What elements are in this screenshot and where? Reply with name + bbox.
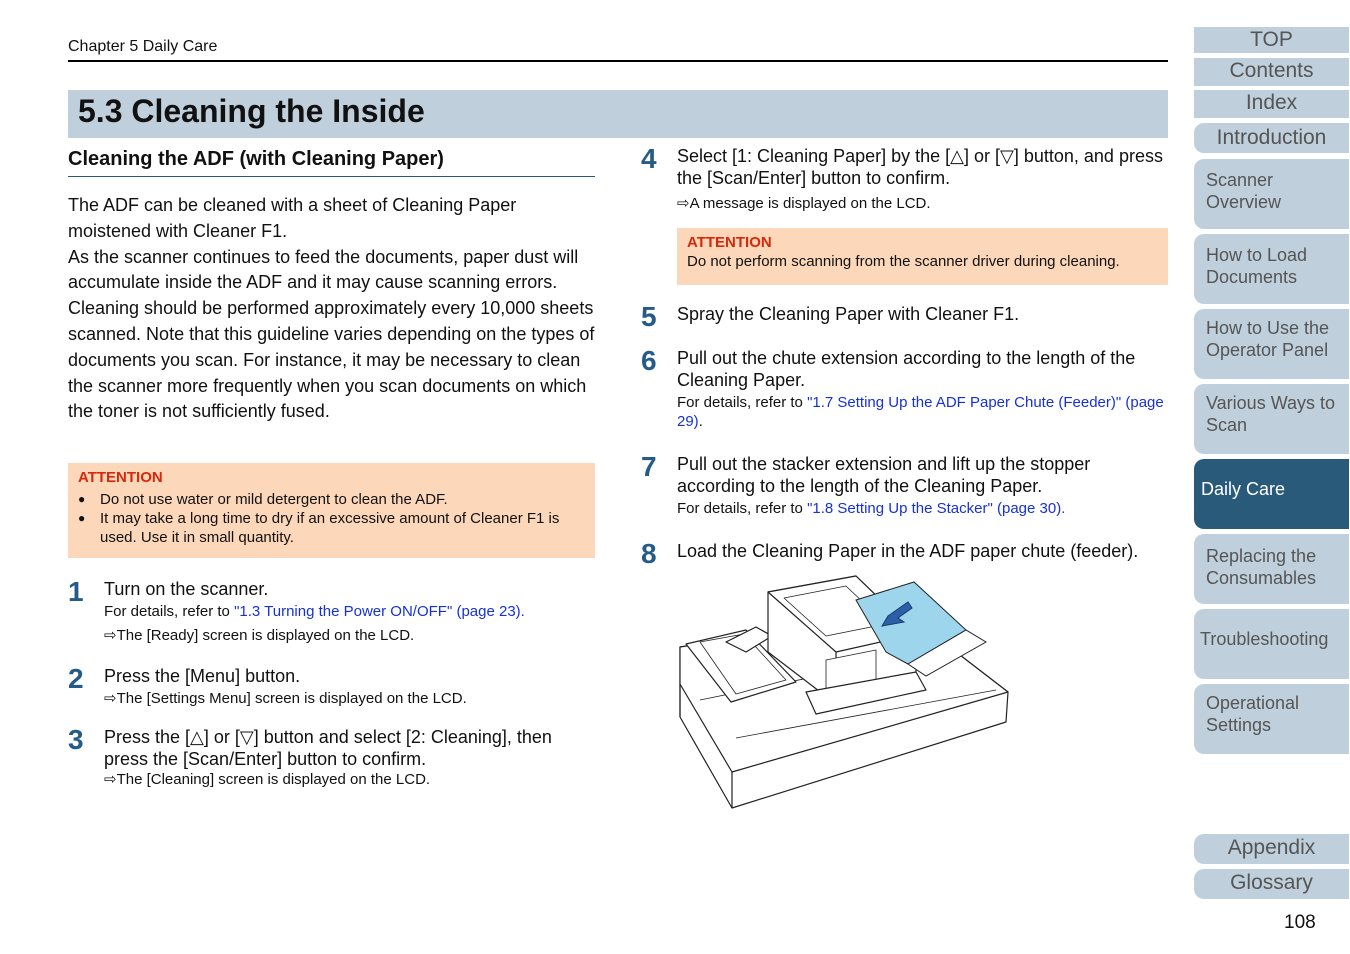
step-text: Press the [Menu] button. bbox=[104, 666, 301, 686]
chapter-header: Chapter 5 Daily Care bbox=[68, 38, 218, 55]
note-prefix: For details, refer to bbox=[677, 394, 808, 411]
step-body bbox=[677, 540, 1168, 562]
step-text: Turn on the scanner. bbox=[104, 579, 269, 599]
header-rule bbox=[68, 60, 1168, 62]
nav-top-button[interactable]: TOP bbox=[1194, 27, 1349, 53]
nav-scanner-overview[interactable]: Scanner Overview bbox=[1194, 159, 1349, 229]
step-note bbox=[677, 499, 1168, 518]
step-number: 8 bbox=[641, 538, 657, 569]
nav-daily-care[interactable]: Daily Care bbox=[1194, 459, 1349, 529]
link-power-on-off[interactable]: "1.3 Turning the Power ON/OFF" (page 23). bbox=[234, 603, 525, 620]
nav-load-documents[interactable]: How to Load Documents bbox=[1194, 234, 1349, 304]
step-text: Spray the Cleaning Paper with Cleaner F1. bbox=[677, 304, 1020, 324]
step-number: 2 bbox=[68, 663, 84, 694]
note-prefix: For details, refer to bbox=[677, 500, 808, 517]
step-body bbox=[677, 303, 1168, 325]
nav-ways-to-scan[interactable]: Various Ways to Scan bbox=[1194, 384, 1349, 454]
page-title: 5.3 Cleaning the Inside bbox=[78, 93, 425, 129]
nav-contents-button[interactable]: Contents bbox=[1194, 58, 1349, 86]
step-text: Load the Cleaning Paper in the ADF paper chute (feeder). bbox=[677, 541, 1139, 561]
step-number: 4 bbox=[641, 143, 657, 174]
nav-operator-panel[interactable]: How to Use the Operator Panel bbox=[1194, 309, 1349, 379]
scanner-illustration bbox=[676, 572, 1012, 812]
nav-replacing-consumables[interactable]: Replacing the Consumables bbox=[1194, 534, 1349, 604]
step-note bbox=[677, 393, 1168, 431]
attention-label: ATTENTION bbox=[78, 469, 163, 486]
step-body bbox=[104, 665, 595, 708]
nav-glossary[interactable]: Glossary bbox=[1194, 869, 1349, 899]
step-result: ⇨The [Cleaning] screen is displayed on the LCD. bbox=[104, 771, 431, 788]
step-result: ⇨The [Settings Menu] screen is displayed on the LCD. bbox=[104, 690, 467, 707]
step-body bbox=[677, 145, 1168, 213]
attention-label: ATTENTION bbox=[687, 234, 772, 251]
intro-paragraph: As the scanner continues to feed the documents, paper dust will accumulate inside the ADF and it may cause scanning errors. bbox=[68, 246, 579, 293]
step-text: Pull out the stacker extension and lift up the stopper according to the length of the Cleaning Paper. bbox=[677, 454, 1091, 496]
attention-list bbox=[78, 490, 585, 547]
intro-text bbox=[68, 193, 595, 425]
step-text: Pull out the chute extension according to the length of the Cleaning Paper. bbox=[677, 348, 1136, 390]
page-number: 108 bbox=[1284, 912, 1316, 933]
intro-paragraph: Cleaning should be performed approximately every 10,000 sheets scanned. Note that this guideline varies depending on the types of documents you scan. For instance, it may be necessary to clean the scanner more frequently when you scan documents on which the toner is not sufficiently fused. bbox=[68, 298, 595, 422]
step-number: 5 bbox=[641, 301, 657, 332]
nav-troubleshooting[interactable]: Troubleshooting bbox=[1194, 609, 1349, 679]
step-number: 1 bbox=[68, 576, 84, 607]
step-body bbox=[677, 347, 1168, 431]
left-column bbox=[68, 148, 595, 425]
attention-item: ● It may take a long time to dry if an excessive amount of Cleaner F1 is used. Use it in small quantity. bbox=[78, 509, 585, 547]
nav-introduction[interactable]: Introduction bbox=[1194, 123, 1349, 153]
nav-operational-settings[interactable]: Operational Settings bbox=[1194, 684, 1349, 754]
intro-paragraph: The ADF can be cleaned with a sheet of Cleaning Paper moistened with Cleaner F1. bbox=[68, 195, 517, 241]
link-stacker[interactable]: "1.8 Setting Up the Stacker" (page 30). bbox=[807, 500, 1066, 517]
step-number: 7 bbox=[641, 451, 657, 482]
step-note bbox=[104, 602, 595, 621]
step-text: Press the [△] or [▽] button and select [2: Cleaning], then press the [Scan/Enter] button to confirm. bbox=[104, 727, 552, 769]
step-result: ⇨The [Ready] screen is displayed on the LCD. bbox=[104, 627, 415, 644]
note-suffix: . bbox=[698, 413, 703, 430]
title-bar bbox=[68, 90, 1168, 138]
attention-item: ● Do not use water or mild detergent to clean the ADF. bbox=[78, 490, 585, 509]
step-result: ⇨A message is displayed on the LCD. bbox=[677, 195, 931, 212]
section-heading: Cleaning the ADF (with Cleaning Paper) bbox=[68, 148, 595, 177]
attention-box bbox=[677, 228, 1168, 285]
note-prefix: For details, refer to bbox=[104, 603, 235, 620]
attention-box bbox=[68, 463, 595, 558]
nav-index-button[interactable]: Index bbox=[1194, 90, 1349, 118]
step-body bbox=[104, 726, 595, 789]
step-number: 6 bbox=[641, 345, 657, 376]
link-adf-paper-chute[interactable]: "1.7 Setting Up the ADF Paper Chute (Feeder)" (page 29) bbox=[677, 394, 1164, 430]
step-body bbox=[677, 453, 1168, 518]
step-body bbox=[104, 578, 595, 645]
step-number: 3 bbox=[68, 724, 84, 755]
step-text: Select [1: Cleaning Paper] by the [△] or [▽] button, and press the [Scan/Enter] button to confirm. bbox=[677, 146, 1163, 188]
nav-appendix[interactable]: Appendix bbox=[1194, 834, 1349, 864]
attention-text: Do not perform scanning from the scanner driver during cleaning. bbox=[687, 253, 1120, 270]
